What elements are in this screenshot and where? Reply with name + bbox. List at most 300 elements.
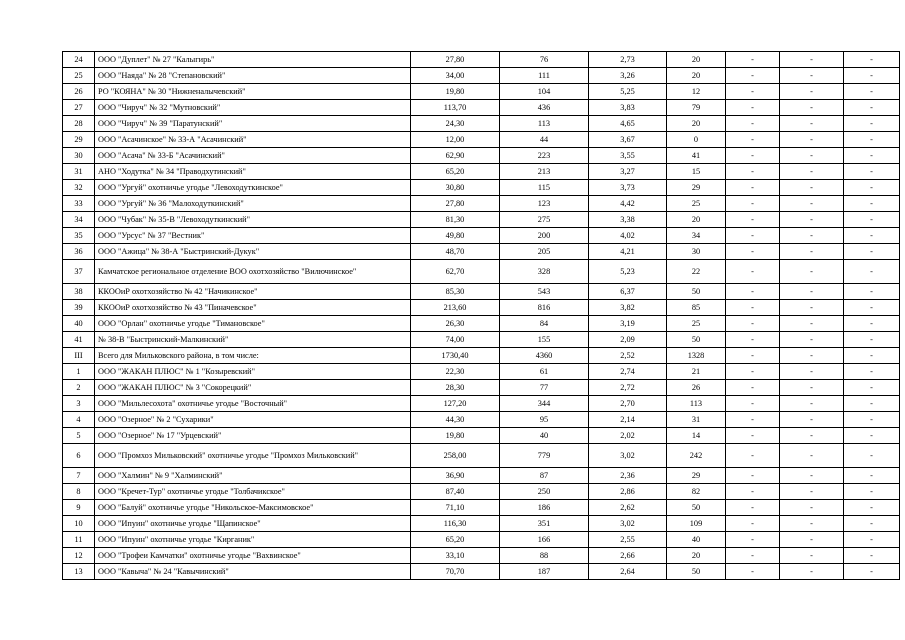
empty-cell: - (726, 180, 780, 196)
empty-cell: - (726, 348, 780, 364)
area-value: 1730,40 (411, 348, 500, 364)
empty-cell: - (844, 300, 900, 316)
count-value: 344 (500, 396, 589, 412)
table-row (63, 412, 900, 428)
density-value: 2,86 (589, 484, 667, 500)
empty-cell: - (844, 532, 900, 548)
empty-cell: - (726, 196, 780, 212)
row-number: 7 (63, 468, 95, 484)
quota-value: 29 (667, 180, 726, 196)
empty-cell: - (780, 116, 844, 132)
area-value: 87,40 (411, 484, 500, 500)
empty-cell: - (726, 260, 780, 284)
area-value: 65,20 (411, 164, 500, 180)
density-value: 3,02 (589, 516, 667, 532)
count-value: 223 (500, 148, 589, 164)
area-value: 24,30 (411, 116, 500, 132)
empty-cell: - (726, 532, 780, 548)
quota-value: 79 (667, 100, 726, 116)
area-value: 116,30 (411, 516, 500, 532)
empty-cell: - (844, 564, 900, 580)
row-number: 10 (63, 516, 95, 532)
quota-value: 20 (667, 116, 726, 132)
empty-cell: - (726, 300, 780, 316)
row-number: 6 (63, 444, 95, 468)
count-value: 166 (500, 532, 589, 548)
empty-cell: - (844, 284, 900, 300)
area-value: 113,70 (411, 100, 500, 116)
empty-cell: - (780, 412, 844, 428)
empty-cell: - (726, 284, 780, 300)
area-value: 71,10 (411, 500, 500, 516)
count-value: 87 (500, 468, 589, 484)
empty-cell: - (844, 196, 900, 212)
empty-cell: - (780, 68, 844, 84)
row-number: 25 (63, 68, 95, 84)
row-number: 37 (63, 260, 95, 284)
quota-value: 20 (667, 212, 726, 228)
empty-cell: - (780, 244, 844, 260)
row-number: 33 (63, 196, 95, 212)
quota-value: 25 (667, 316, 726, 332)
quota-value: 50 (667, 332, 726, 348)
count-value: 328 (500, 260, 589, 284)
row-number: 5 (63, 428, 95, 444)
density-value: 2,62 (589, 500, 667, 516)
empty-cell: - (726, 84, 780, 100)
hunting-ground-name: ООО "Дуплет" № 27 "Калыгирь" (95, 52, 411, 68)
table-row (63, 52, 900, 68)
empty-cell: - (844, 516, 900, 532)
table-row (63, 244, 900, 260)
quota-value: 109 (667, 516, 726, 532)
density-value: 3,73 (589, 180, 667, 196)
density-value: 2,36 (589, 468, 667, 484)
empty-cell: - (726, 516, 780, 532)
count-value: 44 (500, 132, 589, 148)
table-row (63, 132, 900, 148)
density-value: 3,19 (589, 316, 667, 332)
empty-cell: - (780, 180, 844, 196)
row-number: 11 (63, 532, 95, 548)
table-row (63, 396, 900, 412)
density-value: 2,02 (589, 428, 667, 444)
empty-cell: - (780, 548, 844, 564)
row-number: 34 (63, 212, 95, 228)
hunting-ground-name: ККООиР охотхозяйство № 42 "Начикинское" (95, 284, 411, 300)
table-row (63, 348, 900, 364)
area-value: 19,80 (411, 428, 500, 444)
hunting-ground-name: ООО "Кречет-Тур" охотничье угодье "Толбачикское" (95, 484, 411, 500)
quota-value: 12 (667, 84, 726, 100)
empty-cell: - (780, 396, 844, 412)
table-body (63, 52, 900, 580)
empty-cell: - (844, 116, 900, 132)
table-row (63, 380, 900, 396)
empty-cell: - (844, 164, 900, 180)
count-value: 77 (500, 380, 589, 396)
table-row (63, 164, 900, 180)
empty-cell: - (726, 52, 780, 68)
count-value: 186 (500, 500, 589, 516)
empty-cell: - (780, 348, 844, 364)
table-row (63, 564, 900, 580)
row-number: 9 (63, 500, 95, 516)
empty-cell: - (780, 332, 844, 348)
quota-value: 21 (667, 364, 726, 380)
density-value: 2,64 (589, 564, 667, 580)
row-number: 38 (63, 284, 95, 300)
count-value: 436 (500, 100, 589, 116)
count-value: 275 (500, 212, 589, 228)
empty-cell: - (844, 52, 900, 68)
density-value: 3,27 (589, 164, 667, 180)
empty-cell: - (726, 332, 780, 348)
empty-cell: - (726, 396, 780, 412)
hunting-ground-name: ООО "Мильлесохота" охотничье угодье "Восточный" (95, 396, 411, 412)
quota-value: 82 (667, 484, 726, 500)
empty-cell: - (780, 468, 844, 484)
count-value: 4360 (500, 348, 589, 364)
empty-cell: - (780, 564, 844, 580)
area-value: 26,30 (411, 316, 500, 332)
empty-cell: - (780, 500, 844, 516)
empty-cell: - (780, 532, 844, 548)
empty-cell: - (844, 180, 900, 196)
density-value: 3,83 (589, 100, 667, 116)
hunting-ground-name: ООО "Озерное" № 2 "Сухарики" (95, 412, 411, 428)
area-value: 22,30 (411, 364, 500, 380)
density-value: 3,38 (589, 212, 667, 228)
quota-value: 40 (667, 532, 726, 548)
count-value: 123 (500, 196, 589, 212)
table-row (63, 468, 900, 484)
count-value: 40 (500, 428, 589, 444)
count-value: 76 (500, 52, 589, 68)
quota-value: 20 (667, 548, 726, 564)
table-row (63, 68, 900, 84)
row-number: 27 (63, 100, 95, 116)
area-value: 49,80 (411, 228, 500, 244)
area-value: 70,70 (411, 564, 500, 580)
hunting-ground-name: ООО "Ургуй" № 36 "Малоходуткинский" (95, 196, 411, 212)
empty-cell: - (726, 68, 780, 84)
empty-cell: - (780, 380, 844, 396)
empty-cell: - (726, 100, 780, 116)
area-value: 27,80 (411, 52, 500, 68)
count-value: 816 (500, 300, 589, 316)
count-value: 115 (500, 180, 589, 196)
table-row (63, 428, 900, 444)
hunting-ground-name: № 38-В "Быстринский-Малкинский" (95, 332, 411, 348)
empty-cell: - (780, 212, 844, 228)
hunting-ground-name: ООО "Кавыча" № 24 "Кавычинский" (95, 564, 411, 580)
count-value: 88 (500, 548, 589, 564)
density-value: 3,26 (589, 68, 667, 84)
quota-table (62, 51, 900, 580)
count-value: 113 (500, 116, 589, 132)
empty-cell: - (726, 116, 780, 132)
density-value: 4,02 (589, 228, 667, 244)
density-value: 4,21 (589, 244, 667, 260)
empty-cell: - (726, 548, 780, 564)
hunting-ground-name: ООО "Асачинское" № 33-А "Асачинский" (95, 132, 411, 148)
hunting-ground-name: ООО "Чируч" № 39 "Паратунский" (95, 116, 411, 132)
empty-cell: - (844, 212, 900, 228)
empty-cell: - (726, 164, 780, 180)
table-row (63, 548, 900, 564)
density-value: 2,09 (589, 332, 667, 348)
empty-cell: - (844, 132, 900, 148)
quota-value: 25 (667, 196, 726, 212)
area-value: 62,70 (411, 260, 500, 284)
row-number: 24 (63, 52, 95, 68)
quota-value: 113 (667, 396, 726, 412)
row-number: 2 (63, 380, 95, 396)
empty-cell: - (726, 364, 780, 380)
hunting-ground-name: ООО "Ургуй" охотничье угодье "Левоходуткинское" (95, 180, 411, 196)
empty-cell: - (780, 300, 844, 316)
hunting-ground-name: ООО "Наяда" № 28 "Степановский" (95, 68, 411, 84)
row-number: 31 (63, 164, 95, 180)
area-value: 81,30 (411, 212, 500, 228)
row-number: 39 (63, 300, 95, 316)
row-number: 8 (63, 484, 95, 500)
quota-value: 20 (667, 52, 726, 68)
hunting-ground-name: ООО "Асача" № 33-Б "Асачинский" (95, 148, 411, 164)
area-value: 19,80 (411, 84, 500, 100)
row-number: 29 (63, 132, 95, 148)
area-value: 30,80 (411, 180, 500, 196)
hunting-ground-name: ООО "Чубак" № 35-В "Левоходуткинский" (95, 212, 411, 228)
density-value: 2,14 (589, 412, 667, 428)
area-value: 65,20 (411, 532, 500, 548)
empty-cell: - (780, 284, 844, 300)
row-number: 26 (63, 84, 95, 100)
area-value: 48,70 (411, 244, 500, 260)
empty-cell: - (844, 396, 900, 412)
table-row (63, 484, 900, 500)
empty-cell: - (726, 468, 780, 484)
density-value: 2,74 (589, 364, 667, 380)
count-value: 205 (500, 244, 589, 260)
count-value: 543 (500, 284, 589, 300)
density-value: 3,82 (589, 300, 667, 316)
empty-cell: - (726, 316, 780, 332)
table-row (63, 532, 900, 548)
empty-cell: - (726, 228, 780, 244)
row-number: 12 (63, 548, 95, 564)
hunting-ground-name: ООО "Орлан" охотничье угодье "Тимановское" (95, 316, 411, 332)
row-number: 40 (63, 316, 95, 332)
hunting-ground-name: ККООиР охотхозяйство № 43 "Пиначевское" (95, 300, 411, 316)
count-value: 111 (500, 68, 589, 84)
row-number: 36 (63, 244, 95, 260)
table-row (63, 100, 900, 116)
row-number: 1 (63, 364, 95, 380)
empty-cell: - (780, 148, 844, 164)
empty-cell: - (780, 52, 844, 68)
hunting-ground-name: ООО "Ажица" № 38-А "Быстринский-Дукук" (95, 244, 411, 260)
hunting-ground-name: ООО "Чируч" № 32 "Мутновский" (95, 100, 411, 116)
row-number: III (63, 348, 95, 364)
quota-value: 34 (667, 228, 726, 244)
table-row (63, 212, 900, 228)
empty-cell: - (726, 500, 780, 516)
empty-cell: - (844, 364, 900, 380)
table-row (63, 84, 900, 100)
count-value: 250 (500, 484, 589, 500)
row-number: 28 (63, 116, 95, 132)
row-number: 41 (63, 332, 95, 348)
count-value: 779 (500, 444, 589, 468)
table-row (63, 300, 900, 316)
empty-cell: - (844, 484, 900, 500)
area-value: 12,00 (411, 132, 500, 148)
empty-cell: - (780, 100, 844, 116)
table-row (63, 332, 900, 348)
empty-cell: - (726, 444, 780, 468)
count-value: 61 (500, 364, 589, 380)
empty-cell: - (726, 428, 780, 444)
quota-value: 0 (667, 132, 726, 148)
hunting-ground-name: ООО "ЖАКАН ПЛЮС" № 1 "Козыревский" (95, 364, 411, 380)
empty-cell: - (844, 348, 900, 364)
table-row (63, 196, 900, 212)
empty-cell: - (726, 212, 780, 228)
hunting-ground-name: ООО "ЖАКАН ПЛЮС" № 3 "Сокорецкий" (95, 380, 411, 396)
empty-cell: - (780, 260, 844, 284)
table-row (63, 284, 900, 300)
density-value: 3,55 (589, 148, 667, 164)
quota-value: 85 (667, 300, 726, 316)
empty-cell: - (726, 244, 780, 260)
hunting-ground-name: Всего для Мильковского района, в том числе: (95, 348, 411, 364)
count-value: 213 (500, 164, 589, 180)
hunting-ground-name: РО "КОЯНА" № 30 "Нижненалычевский" (95, 84, 411, 100)
empty-cell: - (780, 444, 844, 468)
table-row (63, 364, 900, 380)
count-value: 84 (500, 316, 589, 332)
empty-cell: - (780, 516, 844, 532)
quota-value: 41 (667, 148, 726, 164)
area-value: 62,90 (411, 148, 500, 164)
count-value: 95 (500, 412, 589, 428)
density-value: 2,52 (589, 348, 667, 364)
hunting-ground-name: ООО "Ипуин" охотничье угодье "Щапинское" (95, 516, 411, 532)
empty-cell: - (844, 260, 900, 284)
quota-value: 20 (667, 68, 726, 84)
table-row (63, 228, 900, 244)
empty-cell: - (780, 196, 844, 212)
area-value: 34,00 (411, 68, 500, 84)
empty-cell: - (780, 164, 844, 180)
quota-value: 242 (667, 444, 726, 468)
hunting-ground-name: Камчатское региональное отделение ВОО охотхозяйство "Вилючинское" (95, 260, 411, 284)
area-value: 127,20 (411, 396, 500, 412)
hunting-ground-name: АНО "Ходутка" № 34 "Праводхутинский" (95, 164, 411, 180)
density-value: 5,25 (589, 84, 667, 100)
quota-value: 26 (667, 380, 726, 396)
count-value: 200 (500, 228, 589, 244)
empty-cell: - (780, 364, 844, 380)
empty-cell: - (844, 100, 900, 116)
row-number: 35 (63, 228, 95, 244)
empty-cell: - (844, 148, 900, 164)
table-row (63, 180, 900, 196)
empty-cell: - (780, 484, 844, 500)
empty-cell: - (844, 548, 900, 564)
hunting-ground-name: ООО "Ипуин" охотничье угодье "Кирганик" (95, 532, 411, 548)
quota-value: 1328 (667, 348, 726, 364)
area-value: 44,30 (411, 412, 500, 428)
row-number: 32 (63, 180, 95, 196)
area-value: 85,30 (411, 284, 500, 300)
density-value: 5,23 (589, 260, 667, 284)
area-value: 258,00 (411, 444, 500, 468)
empty-cell: - (726, 484, 780, 500)
quota-value: 50 (667, 564, 726, 580)
count-value: 187 (500, 564, 589, 580)
density-value: 6,37 (589, 284, 667, 300)
area-value: 74,00 (411, 332, 500, 348)
empty-cell: - (726, 380, 780, 396)
empty-cell: - (726, 412, 780, 428)
hunting-ground-name: ООО "Промхоз Мильковский" охотничье угодье "Промхоз Мильковский" (95, 444, 411, 468)
empty-cell: - (844, 500, 900, 516)
row-number: 3 (63, 396, 95, 412)
density-value: 3,67 (589, 132, 667, 148)
count-value: 155 (500, 332, 589, 348)
area-value: 33,10 (411, 548, 500, 564)
area-value: 213,60 (411, 300, 500, 316)
empty-cell: - (726, 564, 780, 580)
quota-value: 50 (667, 500, 726, 516)
density-value: 3,02 (589, 444, 667, 468)
quota-value: 15 (667, 164, 726, 180)
density-value: 2,55 (589, 532, 667, 548)
empty-cell: - (844, 380, 900, 396)
table-row (63, 500, 900, 516)
hunting-ground-name: ООО "Халмин" № 9 "Халминский" (95, 468, 411, 484)
empty-cell: - (780, 428, 844, 444)
density-value: 4,42 (589, 196, 667, 212)
quota-value: 22 (667, 260, 726, 284)
empty-cell: - (780, 316, 844, 332)
empty-cell: - (844, 244, 900, 260)
density-value: 4,65 (589, 116, 667, 132)
empty-cell: - (844, 316, 900, 332)
table-row (63, 444, 900, 468)
row-number: 30 (63, 148, 95, 164)
empty-cell: - (844, 468, 900, 484)
area-value: 36,90 (411, 468, 500, 484)
table-row (63, 316, 900, 332)
table-row (63, 148, 900, 164)
area-value: 28,30 (411, 380, 500, 396)
hunting-ground-name: ООО "Урсус" № 37 "Вестник" (95, 228, 411, 244)
density-value: 2,72 (589, 380, 667, 396)
count-value: 104 (500, 84, 589, 100)
empty-cell: - (844, 412, 900, 428)
empty-cell: - (844, 84, 900, 100)
density-value: 2,73 (589, 52, 667, 68)
table-row (63, 116, 900, 132)
empty-cell: - (726, 132, 780, 148)
empty-cell: - (780, 84, 844, 100)
density-value: 2,66 (589, 548, 667, 564)
quota-value: 31 (667, 412, 726, 428)
